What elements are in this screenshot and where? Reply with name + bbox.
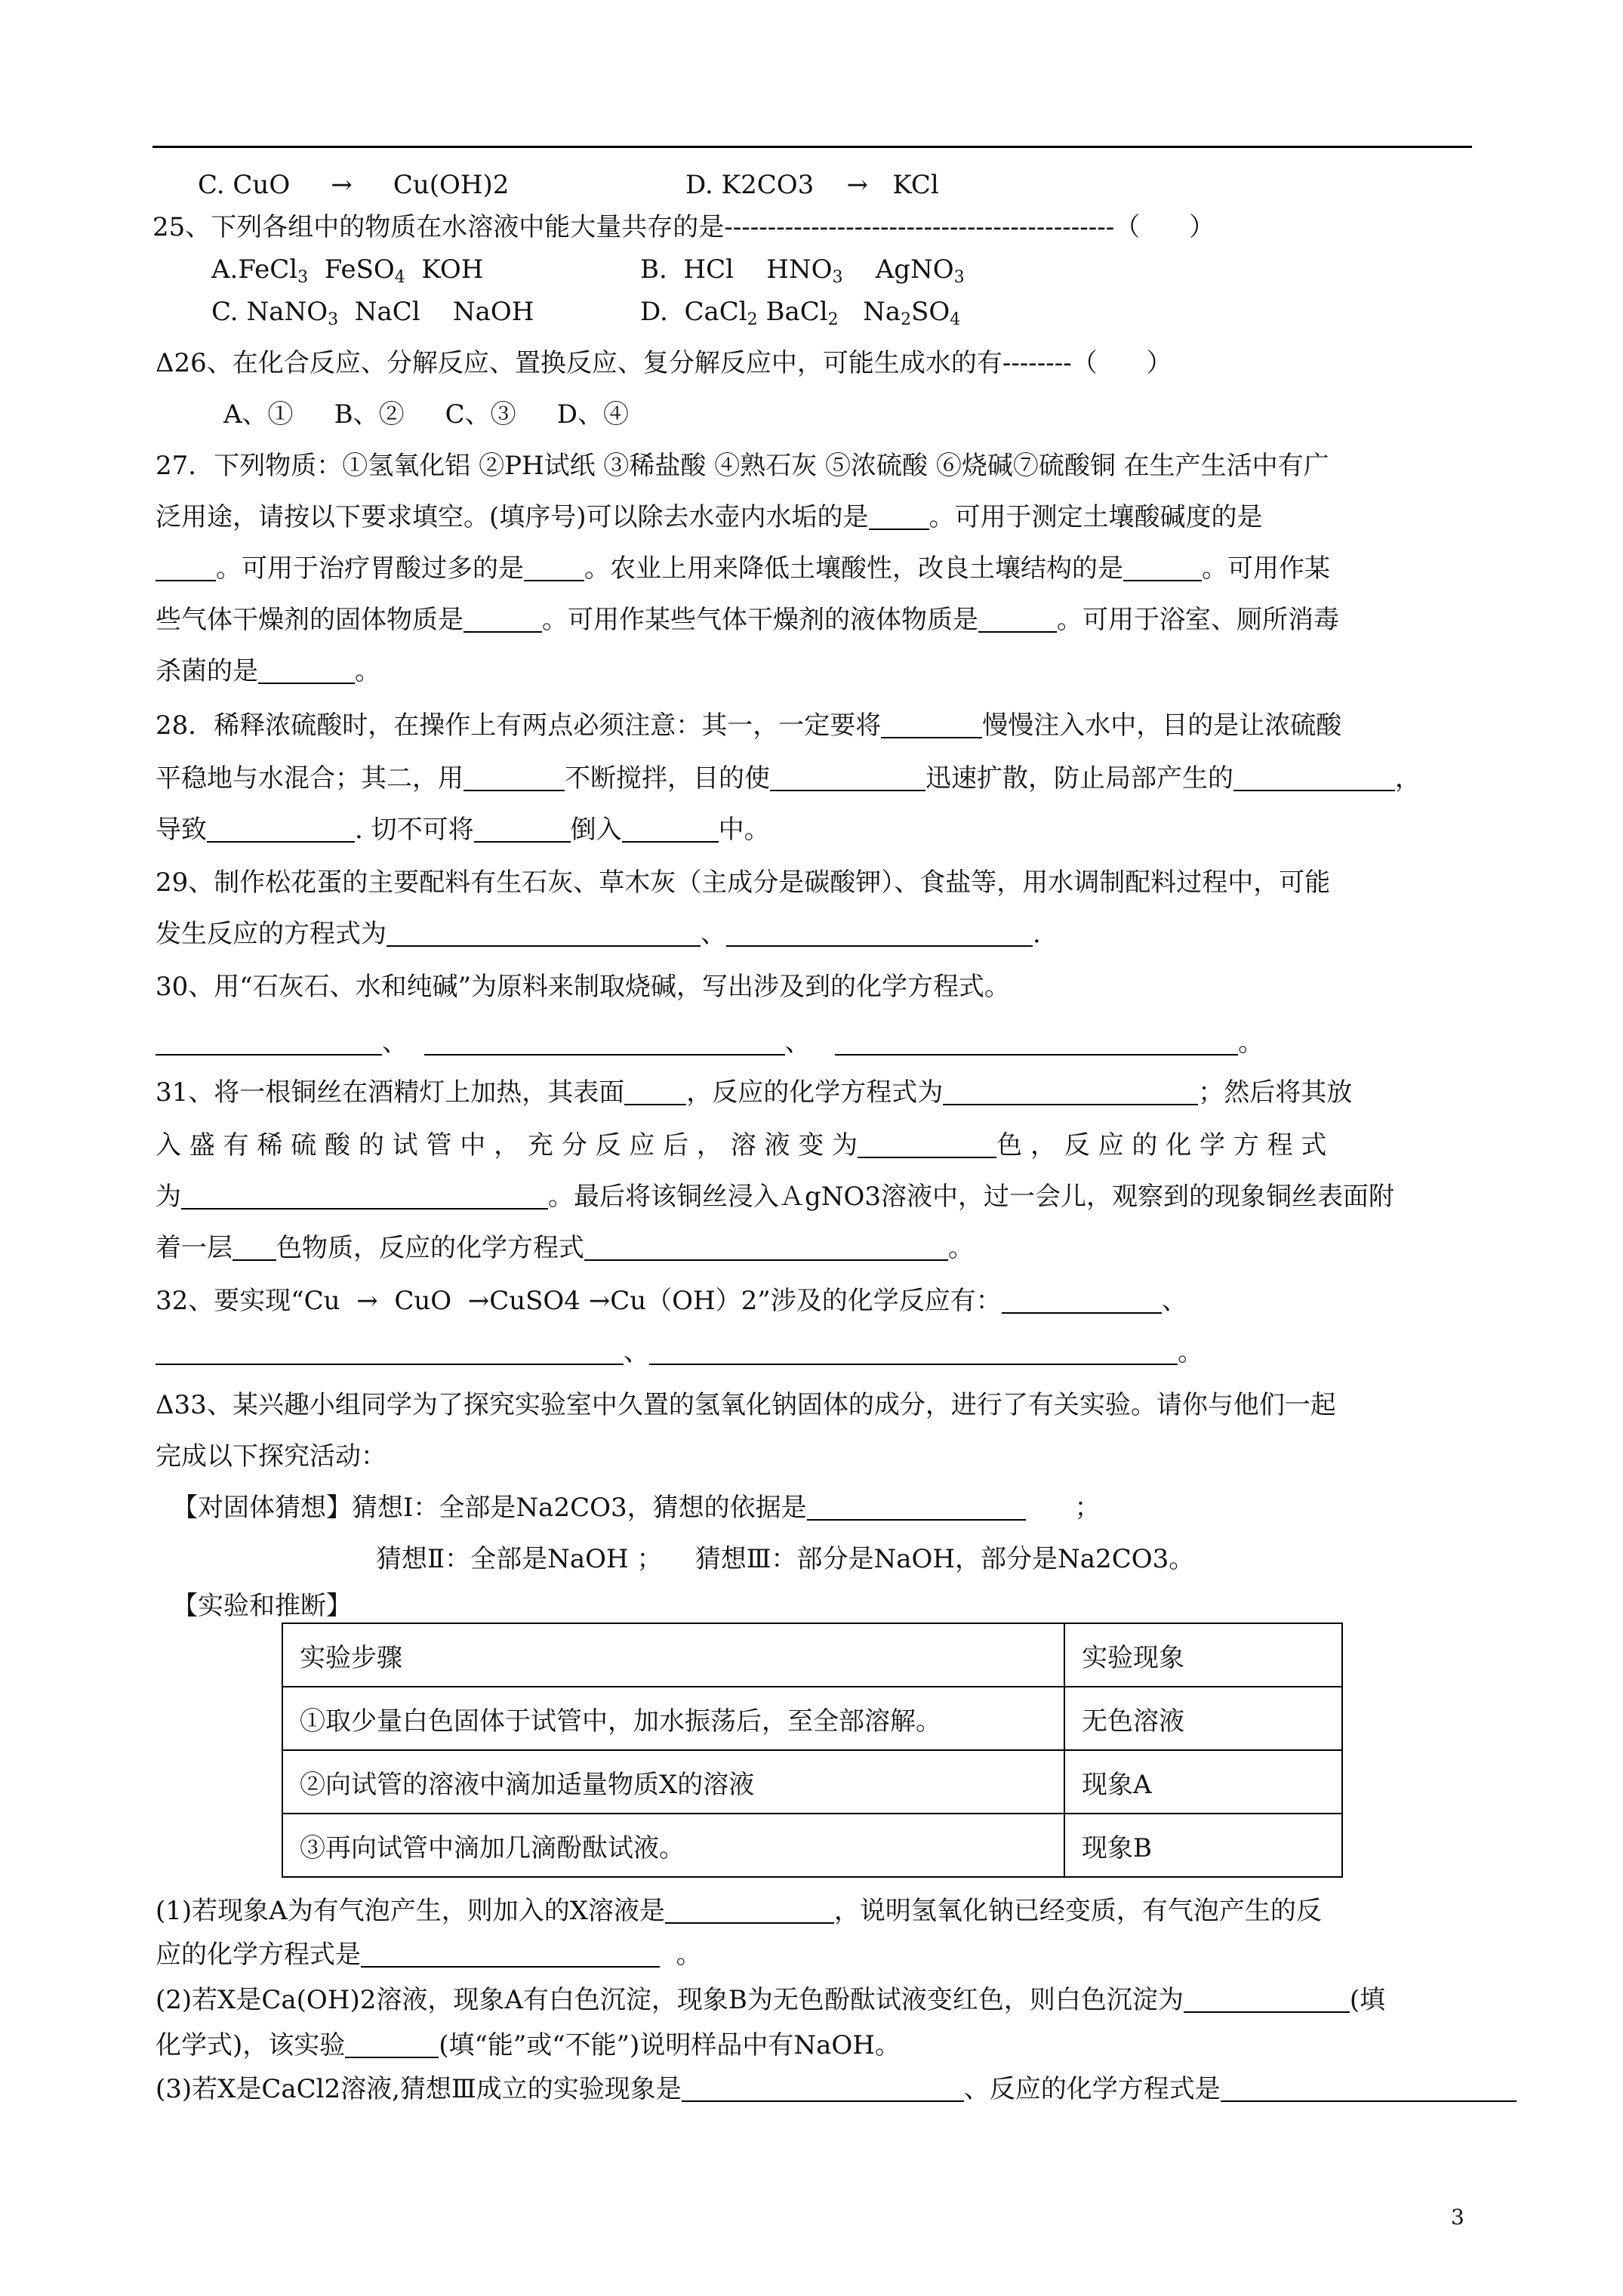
answer-blank[interactable] [682,2073,964,2102]
q33-guess-2-3: 猜想Ⅱ：全部是NaOH ； 猜想Ⅲ：部分是NaOH，部分是Na2CO3。 [376,1544,1195,1574]
q33-part2-line2: 化学式)，该实验 (填“能”或“不能”)说明样品中有NaOH。 [156,2030,901,2060]
q33-part2-line1: (2)若X是Ca(OH)2溶液，现象A有白色沉淀，现象B为无色酚酞试液变红色，则白色沉淀为 (填 [156,1985,1386,2015]
answer-blank[interactable] [869,501,929,530]
page-number: 3 [1451,2205,1464,2230]
answer-blank[interactable] [474,814,571,843]
answer-blank[interactable] [835,1027,1238,1056]
table-cell: ①取少量白色固体于试管中，加水振荡后，至全部溶解。 [282,1687,1064,1750]
table-row [282,1814,1342,1877]
q26-stem: Δ26、在化合反应、分解反应、置换反应、复分解反应中，可能生成水的有--------（ ） [156,348,1172,378]
answer-blank[interactable] [387,918,701,947]
q25-option-d: D. CaCl$_2$ BaCl$_2$ $Na_2SO_4$ [640,297,961,329]
answer-blank[interactable] [233,1232,276,1261]
answer-blank[interactable] [361,1939,660,1968]
answer-blank[interactable] [181,1181,548,1210]
answer-blank[interactable] [258,655,355,684]
header-rule [152,146,1472,148]
q33-exp-head: 【实验和推断】 [172,1591,352,1621]
answer-blank[interactable] [584,1232,948,1261]
q28-line3: 导致 . 切不可将 倒入 中。 [156,815,770,845]
answer-blank[interactable] [463,763,565,791]
answer-blank[interactable] [858,1130,996,1158]
table-cell: 无色溶液 [1064,1687,1342,1750]
q33-part1-line1: (1)若现象A为有气泡产生，则加入的X溶液是 ，说明氢氧化钠已经变质，有气泡产生的反 [156,1896,1322,1926]
answer-blank[interactable] [1233,763,1395,791]
table-cell: ②向试管的溶液中滴加适量物质X的溶液 [282,1750,1064,1814]
q28-line1: 28．稀释浓硫酸时，在操作上有两点必须注意：其一，一定要将 慢慢注入水中，目的是让浓硫酸 [156,710,1342,741]
answer-blank[interactable] [524,553,584,581]
q27-line5: 杀菌的是 。 [156,656,380,686]
table-header-cell: 实验现象 [1064,1623,1342,1687]
answer-blank[interactable] [156,1336,624,1365]
answer-blank[interactable] [622,814,719,843]
q30-line1: 30、用“石灰石、水和纯碱”为原料来制取烧碱，写出涉及到的化学方程式。 [156,972,1011,1002]
q24-option-d: D. K2CO3 → KCl [685,170,939,200]
answer-blank[interactable] [156,553,216,581]
q32-line2: 、 。 [156,1335,1203,1370]
answer-blank[interactable] [424,1027,785,1056]
answer-blank[interactable] [978,604,1057,633]
q27-line4: 些气体干燥剂的固体物质是 。可用作某些气体干燥剂的液体物质是 。可用于浴室、厕所消毒 [156,605,1339,635]
q32-line1: 32、要实现“Cu → CuO →CuSO4 →Cu（OH）2”涉及的化学反应有： 、 [156,1286,1187,1316]
answer-blank[interactable] [1221,2073,1517,2102]
q25-option-b: B. HCl $HNO_3$ AgNO$_3$ [640,254,965,287]
answer-blank[interactable] [943,1077,1198,1105]
q27-line2: 泛用途，请按以下要求填空。(填序号)可以除去水壶内水垢的是 。可用于测定土壤酸碱度的是 [156,502,1263,532]
q29-line1: 29、制作松花蛋的主要配料有生石灰、草木灰（主成分是碳酸钾）、食盐等，用水调制配料过程中，可能 [156,868,1331,898]
table-header-cell: 实验步骤 [282,1623,1064,1687]
answer-blank[interactable] [726,918,1033,947]
answer-blank[interactable] [1002,1285,1162,1314]
table-cell: 现象A [1064,1750,1342,1814]
experiment-table [282,1623,1343,1878]
q25-stem: 25、下列各组中的物质在水溶液中能大量共存的是---------------------------------------------（ ） [152,212,1215,242]
answer-blank[interactable] [881,710,982,738]
answer-blank[interactable] [649,1336,1178,1365]
q33-guess-1: 【对固体猜想】猜想Ⅰ：全部是Na2CO3，猜想的依据是 ； [172,1493,1101,1523]
q31-line3: 为 。最后将该铜丝浸入ＡgNO3溶液中，过一会儿，观察到的现象铜丝表面附 [156,1182,1395,1212]
answer-blank[interactable] [463,604,542,633]
answer-blank[interactable] [156,1027,382,1056]
q26-options: A、① B、② C、③ D、④ [223,399,629,430]
q33-line2: 完成以下探究活动： [156,1441,387,1472]
answer-blank[interactable] [665,1895,834,1924]
table-header-row [282,1623,1342,1687]
answer-blank[interactable] [1123,553,1202,581]
table-cell: ③再向试管中滴加几滴酚酞试液。 [282,1814,1064,1877]
q31-line2: 入 盛 有 稀 硫 酸 的 试 管 中 ， 充 分 反 应 后 ， 溶 液 变 为 色 ， 反 应 的 化 学 方 程 式 [156,1130,1327,1160]
q33-line1: Δ33、某兴趣小组同学为了探究实验室中久置的氢氧化钠固体的成分，进行了有关实验。请你与他们一起 [156,1390,1336,1420]
table-row [282,1750,1342,1814]
q33-part1-line2: 应的化学方程式是 。 [156,1940,702,1970]
answer-blank[interactable] [807,1492,1026,1521]
q33-part3-line1: (3)若X是CaCl2溶液,猜想Ⅲ成立的实验现象是 、反应的化学方程式是 [156,2072,1517,2106]
answer-blank[interactable] [770,763,925,791]
answer-blank[interactable] [207,814,355,843]
q30-line2: 、 、 。 [156,1025,1264,1060]
q28-line2: 平稳地与水混合；其二，用 不断搅拌，目的使 迅速扩散，防止局部产生的 ， [156,763,1421,794]
q29-line2: 发生反应的方程式为 、 . [156,919,1041,949]
answer-blank[interactable] [624,1077,686,1105]
table-row [282,1687,1342,1750]
q24-option-c: C. CuO → Cu(OH)2 [198,170,510,200]
q31-line1: 31、将一根铜丝在酒精灯上加热，其表面 ，反应的化学方程式为 ；然后将其放 [156,1077,1353,1108]
table-cell: 现象B [1064,1814,1342,1877]
answer-blank[interactable] [1184,1984,1350,2013]
q27-line1: 27．下列物质：①氢氧化铝 ②PH试纸 ③稀盐酸 ④熟石灰 ⑤浓硫酸 ⑥烧碱⑦硫酸铜 在生产生活中有广 [156,451,1329,481]
answer-blank[interactable] [345,2029,439,2058]
q25-option-c: C. NaNO$_3$ NaCl NaOH [211,297,534,329]
q31-line4: 着一层 色物质，反应的化学方程式 。 [156,1233,974,1263]
q25-options-ab: A.FeCl$_3$ FeSO$_4$ KOH [211,254,484,287]
q27-line3: 。可用于治疗胃酸过多的是 。农业上用来降低土壤酸性，改良土壤结构的是 。可用作某 [156,551,1330,586]
